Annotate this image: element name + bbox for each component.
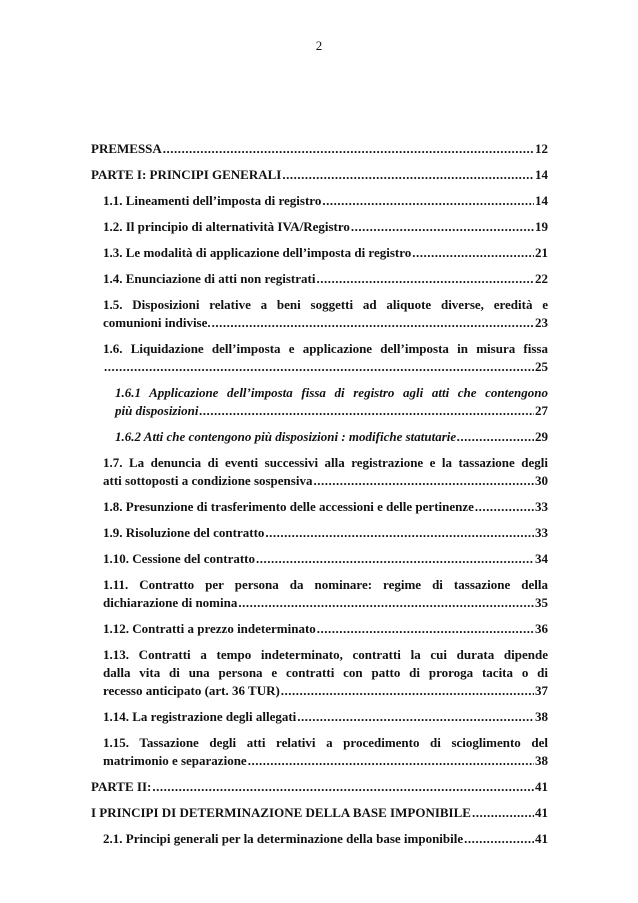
toc-entry-title: 2.1. Principi generali per la determinazione della base imponibile [103,831,464,846]
toc-entry [103,218,548,236]
toc-entry-page: 33 [535,499,548,514]
toc-entry-page: 41 [535,779,548,794]
dot-leader [281,682,534,700]
toc-entry-title: 1.3. Le modalità di applicazione dell’imposta di registro [103,245,412,260]
toc-entry-page: 21 [535,245,548,260]
toc-entry-line [103,620,548,638]
toc-entry-line [103,218,548,236]
toc-entry-title: 1.6.2 Atti che contengono più disposizioni : modifiche statutarie [115,429,457,444]
toc-entry [103,708,548,726]
toc-entry-title: 1.8. Presunzione di trasferimento delle accessioni e delle pertinenze [103,499,474,514]
toc-entry-title: PARTE I: PRINCIPI GENERALI [91,167,282,182]
toc-entry-line [103,192,548,210]
toc-entry-title-line: recesso anticipato (art. 36 TUR) [103,683,280,698]
toc-entry-title-line: 1.6.1 Applicazione dell’imposta fissa di registro agli atti che contengono [115,385,548,400]
toc-entry-title-line: 1.15. Tassazione degli atti relativi a procedimento di scioglimento del [103,735,548,750]
toc-entry-title-line: atti sottoposti a condizione sospensiva [103,473,313,488]
toc-entry-title-line: dichiarazione di nomina [103,595,238,610]
toc-entry-title: PREMESSA [91,141,162,156]
dot-leader [472,804,534,822]
toc-entry-page: 41 [535,831,548,846]
dot-leader [248,752,534,770]
toc-entry-page: 37 [535,683,548,698]
dot-leader [265,524,534,542]
toc-entry [103,620,548,638]
toc-entry-title-line: dalla vita di una persona e contratti con patto di proroga tacita o di [103,665,548,680]
toc-entry-title: 1.12. Contratti a prezzo indeterminato [103,621,316,636]
dot-leader [317,620,534,638]
toc-entry-last-line [103,594,548,612]
toc-entry-title-line: 1.6. Liquidazione dell’imposta e applicazione dell’imposta in misura fissa [103,341,548,356]
toc-entry-title: 1.14. La registrazione degli allegati [103,709,297,724]
toc-entry [103,296,548,332]
toc-entry-page: 38 [535,753,548,768]
toc-entry-last-line [103,314,548,332]
toc-entry-line [103,270,548,288]
toc-entry [91,166,548,184]
toc-entry-page: 41 [535,805,548,820]
toc-entry-line [103,708,548,726]
toc-entry-line [103,830,548,848]
dot-leader [104,358,534,376]
toc-entry-last-line [115,402,548,420]
toc-entry [115,384,548,420]
toc-entry-line [115,428,548,446]
dot-leader [313,472,534,490]
toc-entry-page: 38 [535,709,548,724]
toc-entry-title: 1.10. Cessione del contratto [103,551,256,566]
toc-entry [103,576,548,612]
toc-entry-line [91,778,548,796]
toc-entry-page: 33 [535,525,548,540]
dot-leader [412,244,534,262]
toc-entry-page: 12 [535,141,548,156]
toc-entry-title: 1.2. Il principio di alternatività IVA/Registro [103,219,350,234]
toc-entry [91,804,548,822]
toc-entry [103,192,548,210]
dot-leader [256,550,534,568]
toc-entry-line [103,550,548,568]
toc-entry-title: 1.4. Enunciazione di atti non registrati [103,271,316,286]
toc-entry [103,244,548,262]
toc-entry-line [103,524,548,542]
toc-entry-title-line: 1.13. Contratti a tempo indeterminato, contratti la cui durata dipende [103,647,548,662]
dot-leader [297,708,534,726]
toc-entry-page: 35 [535,595,548,610]
dot-leader [316,270,534,288]
dot-leader [282,166,534,184]
toc-entry-line [91,804,548,822]
toc-entry [103,646,548,700]
toc-entry-title: 1.9. Risoluzione del contratto [103,525,265,540]
dot-leader [475,498,534,516]
toc-entry-last-line [103,358,548,376]
toc-entry-last-line [103,472,548,490]
dot-leader [238,594,534,612]
table-of-contents [91,140,548,856]
toc-entry-page: 36 [535,621,548,636]
toc-entry-page: 22 [535,271,548,286]
page-number: 2 [315,38,323,53]
toc-entry-last-line [103,682,548,700]
toc-entry [91,778,548,796]
toc-entry [91,140,548,158]
dot-leader [199,402,534,420]
toc-entry-title: 1.1. Lineamenti dell’imposta di registro [103,193,322,208]
toc-entry-line [91,166,548,184]
toc-entry-title-line: 1.7. La denuncia di eventi successivi alla registrazione e la tassazione degli [103,455,548,470]
toc-entry-title: I PRINCIPI DI DETERMINAZIONE DELLA BASE IMPONIBILE [91,805,471,820]
toc-entry-last-line [103,752,548,770]
toc-entry [103,270,548,288]
toc-entry [103,454,548,490]
toc-entry [115,428,548,446]
toc-entry-page: 29 [535,429,548,444]
toc-entry [103,830,548,848]
toc-entry-title: PARTE II: [91,779,152,794]
toc-entry-title-line: 1.5. Disposizioni relative a beni soggetti ad aliquote diverse, eredità e [103,297,548,312]
toc-entry-line [103,498,548,516]
toc-entry-page: 23 [535,315,548,330]
toc-entry [103,524,548,542]
toc-entry-page: 30 [535,473,548,488]
toc-entry [103,550,548,568]
toc-entry-page: 19 [535,219,548,234]
toc-entry-title-line: matrimonio e separazione [103,753,247,768]
toc-entry-title-line: comunioni indivise. [103,315,211,330]
toc-entry-line [91,140,548,158]
dot-leader [457,428,534,446]
dot-leader [163,140,534,158]
dot-leader [152,778,534,796]
toc-entry-page: 34 [535,551,548,566]
dot-leader [322,192,534,210]
toc-entry-line [103,244,548,262]
toc-entry [103,498,548,516]
toc-entry-page: 27 [535,403,548,418]
toc-entry-page: 25 [535,359,548,374]
toc-entry [103,734,548,770]
toc-entry-page: 14 [535,167,548,182]
dot-leader [351,218,534,236]
dot-leader [464,830,534,848]
toc-entry [103,340,548,376]
toc-entry-title-line: più disposizioni [115,403,199,418]
toc-entry-page: 14 [535,193,548,208]
toc-entry-title-line: 1.11. Contratto per persona da nominare: regime di tassazione della [103,577,548,592]
dot-leader [212,314,534,332]
